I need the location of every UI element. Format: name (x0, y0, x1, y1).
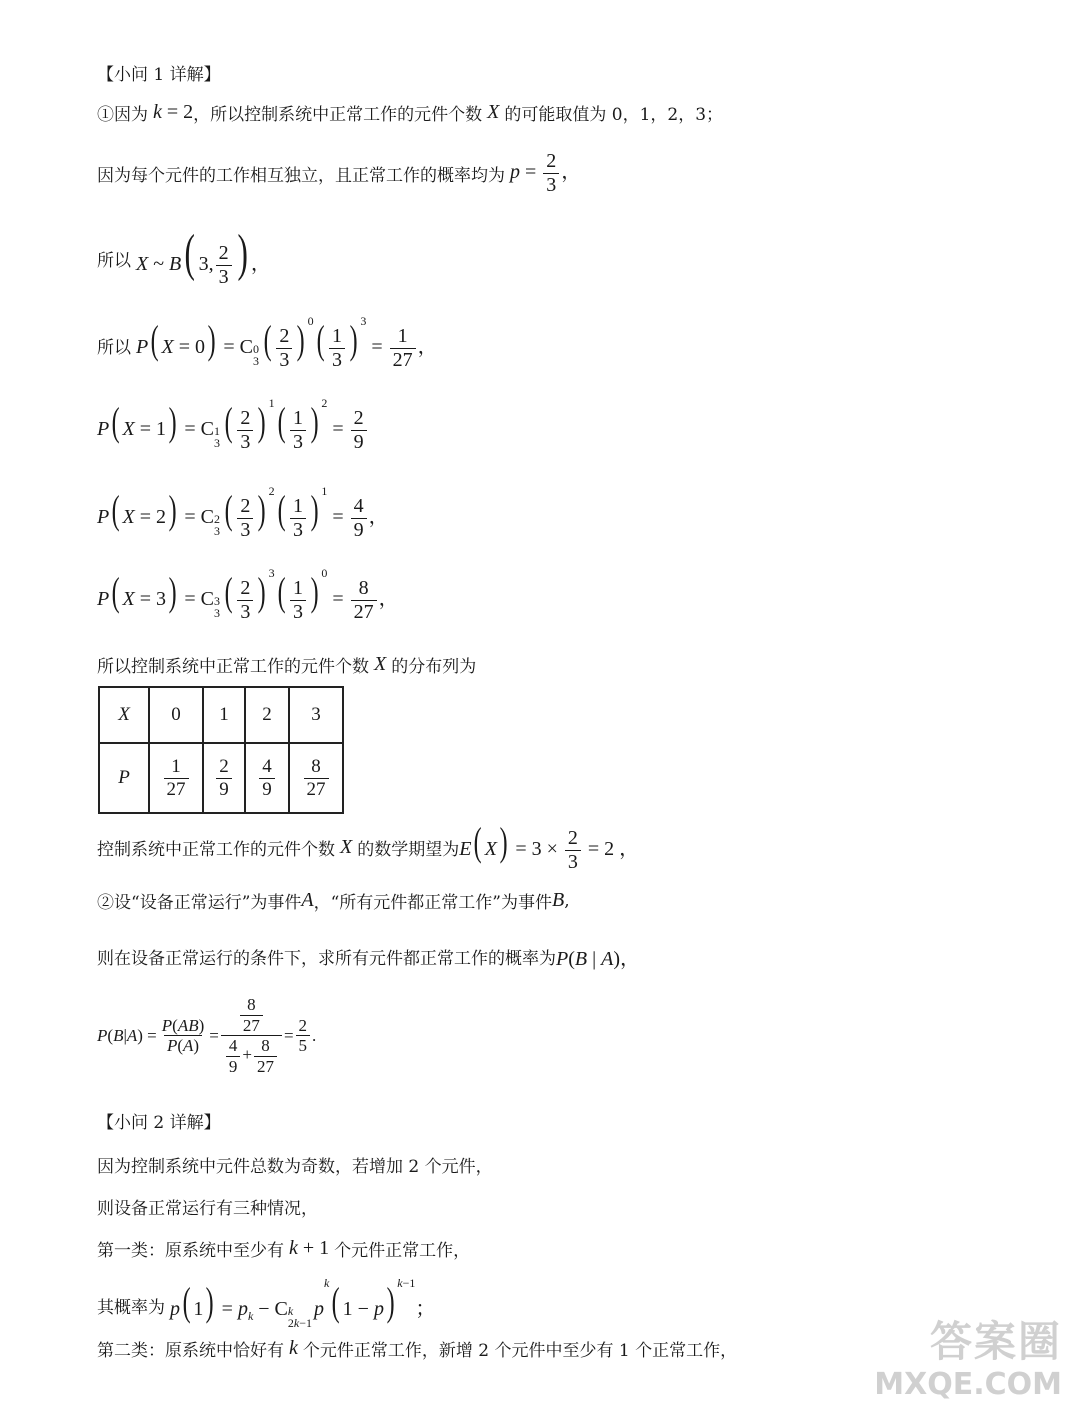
table-cell: $\frac{2}{9}$ (203, 743, 245, 813)
formula-px1: P( X = 1) = C 1 3 ( $\frac{2}{3}$ ) $^1$( $\frac{1}{3}$ ) $^2$ = $\frac{2}{9}$ (97, 402, 369, 454)
table-cell: $\frac{4}{9}$ (245, 743, 289, 813)
formula-px2: P( X = 2) = C 2 3 ( $\frac{2}{3}$ ) $^2$( $\frac{1}{3}$ ) $^1$ = $\frac{4}{9}$ ， (97, 484, 389, 541)
table-cell: 3 (289, 687, 343, 743)
formula-px0: 所以 P( X = 0) = C 0 3 ( $\frac{2}{3}$ ) $^0$( $\frac{1}{3}$ ) $^3$ = $\frac{1}{27}$ ， (97, 314, 438, 371)
table-row (99, 743, 343, 813)
section-header-q2: 【小问 2 详解】 (97, 1113, 221, 1133)
table-cell: $\frac{1}{27}$ (149, 743, 203, 813)
text-dist-intro: 所以控制系统中正常工作的元件个数 X 的分布列为 (97, 653, 477, 677)
section-header-q1: 【小问 1 详解】 (97, 65, 221, 85)
text-part2: ②设“设备正常运行”为事件 A ，“所有元件都正常工作”为事件 B , (97, 889, 570, 913)
text-line-3: 所以 X ~ B( 3, $\frac{2}{3}$ ) ， (97, 225, 271, 288)
text-expectation: 控制系统中正常工作的元件个数 X 的数学期望为 E( X) = 3 × $\frac{2}{3}$ = 2 ， (97, 819, 640, 873)
watermark-logo: 答案圈 MXQE.COM (874, 1316, 1062, 1402)
distribution-table (98, 686, 344, 814)
table-cell: $\frac{8}{27}$ (289, 743, 343, 813)
table-cell: P (99, 743, 149, 813)
table-cell: X (99, 687, 149, 743)
text-conditional: 则在设备正常运行的条件下，求所有元件都正常工作的概率为 P(B | A)， (97, 948, 641, 970)
formula-binomial: X ~ B( 3, $\frac{2}{3}$ ) ， (136, 225, 271, 288)
text-line-2: 因为每个元件的工作相互独立，且正常工作的概率均为 p = $\frac{2}{3}$ ， (97, 150, 582, 196)
text-q2-line-1: 因为控制系统中元件总数为奇数，若增加 2 个元件， (97, 1157, 493, 1177)
text-q2-line-2: 则设备正常运行有三种情况， (97, 1199, 318, 1219)
text-line-1: ①因为 k = 2 ，所以控制系统中正常工作的元件个数 X 的可能取值为 0，1，2，3； (97, 101, 724, 125)
table-row (99, 687, 343, 743)
text-q2-line-4: 其概率为 p( $1) = p_k - C$ k 2k−1 $p^k$( 1 − p) $^{k-1}$； (97, 1276, 436, 1330)
formula-conditional: P ( B | A ) = $\frac{P(AB)}{P(A)}$ = $\frac{8}{27}$ $\frac{4}{9}$ + $\frac{8}{27}$ = $\frac{2}{5}$ . (97, 995, 317, 1076)
formula-px3: P( X = 3) = C 3 3 ( $\frac{2}{3}$ ) $^3$( $\frac{1}{3}$ ) $^0$ = $\frac{8}{27}$ ， (97, 566, 399, 623)
table-cell: 0 (149, 687, 203, 743)
formula-p: p = $\frac{2}{3}$ ， (510, 150, 582, 196)
text-q2-line-3: 第一类：原系统中至少有 k + 1 个元件正常工作， (97, 1237, 471, 1261)
text-q2-line-5: 第二类：原系统中恰好有 k 个元件正常工作，新增 2 个元件中至少有 1 个正常工作， (97, 1337, 738, 1361)
table-cell: 1 (203, 687, 245, 743)
table-cell: 2 (245, 687, 289, 743)
